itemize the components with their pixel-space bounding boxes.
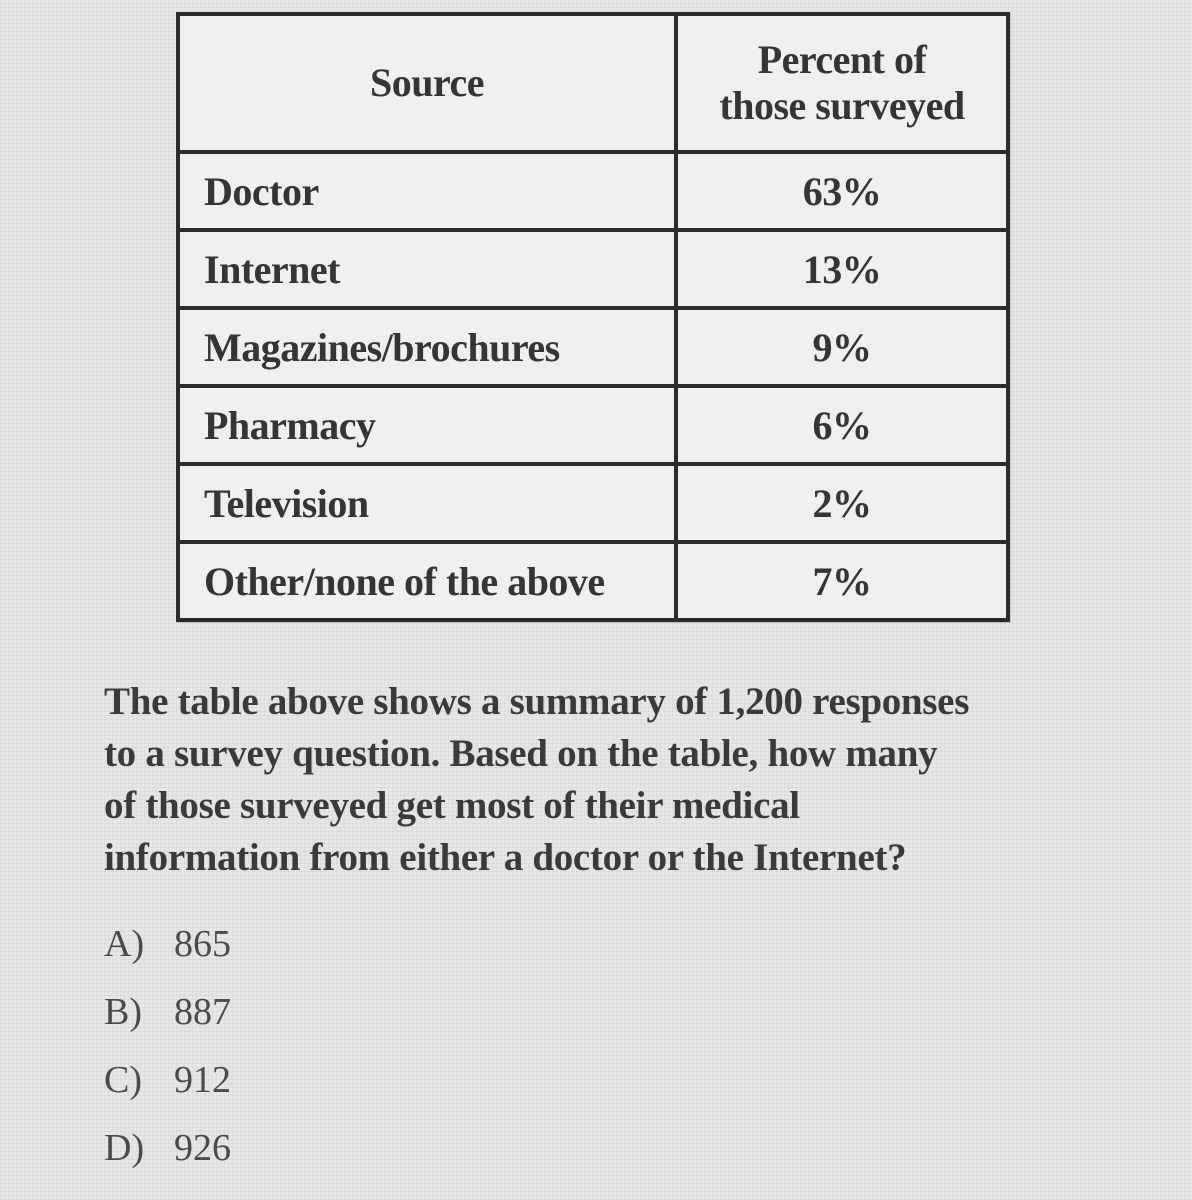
question-line: The table above shows a summary of 1,200 responses xyxy=(104,680,970,723)
table-row xyxy=(178,386,1008,464)
header-percent xyxy=(676,14,1008,152)
table-row xyxy=(178,152,1008,230)
row-percent-cell: 63% xyxy=(676,152,1008,230)
question-line: to a survey question. Based on the table, how many xyxy=(104,732,938,775)
table-row xyxy=(178,464,1008,542)
table-row xyxy=(178,308,1008,386)
choice-letter: A) xyxy=(104,923,145,965)
row-percent-cell: 13% xyxy=(676,230,1008,308)
header-percent-line1: Percent of xyxy=(757,37,927,82)
answer-choice-d[interactable] xyxy=(104,1114,231,1182)
row-source-cell: Internet xyxy=(178,230,676,308)
choice-value: 865 xyxy=(174,923,231,965)
question-text xyxy=(104,676,1104,884)
header-source: Source xyxy=(178,14,676,152)
row-percent-cell: 9% xyxy=(676,308,1008,386)
row-percent-cell: 6% xyxy=(676,386,1008,464)
choice-value: 887 xyxy=(174,991,231,1033)
row-source-cell: Television xyxy=(178,464,676,542)
question-line: of those surveyed get most of their medical xyxy=(104,784,800,827)
table-header-row xyxy=(178,14,1008,152)
survey-table xyxy=(176,12,1010,622)
table-row xyxy=(178,230,1008,308)
row-source-cell: Doctor xyxy=(178,152,676,230)
choice-letter: D) xyxy=(104,1127,145,1169)
choice-letter: B) xyxy=(104,991,142,1033)
question-line: information from either a doctor or the Internet? xyxy=(104,836,907,879)
row-source-cell: Other/none of the above xyxy=(178,542,676,620)
choice-letter: C) xyxy=(104,1059,142,1101)
answer-choice-b[interactable] xyxy=(104,978,231,1046)
answer-choice-c[interactable] xyxy=(104,1046,231,1114)
table-row xyxy=(178,542,1008,620)
row-source-cell: Pharmacy xyxy=(178,386,676,464)
header-percent-line2: those surveyed xyxy=(719,83,965,128)
answer-choice-a[interactable] xyxy=(104,910,231,978)
row-percent-cell: 2% xyxy=(676,464,1008,542)
answer-choices xyxy=(104,910,231,1182)
choice-value: 926 xyxy=(174,1127,231,1169)
choice-value: 912 xyxy=(174,1059,231,1101)
row-percent-cell: 7% xyxy=(676,542,1008,620)
row-source-cell: Magazines/brochures xyxy=(178,308,676,386)
